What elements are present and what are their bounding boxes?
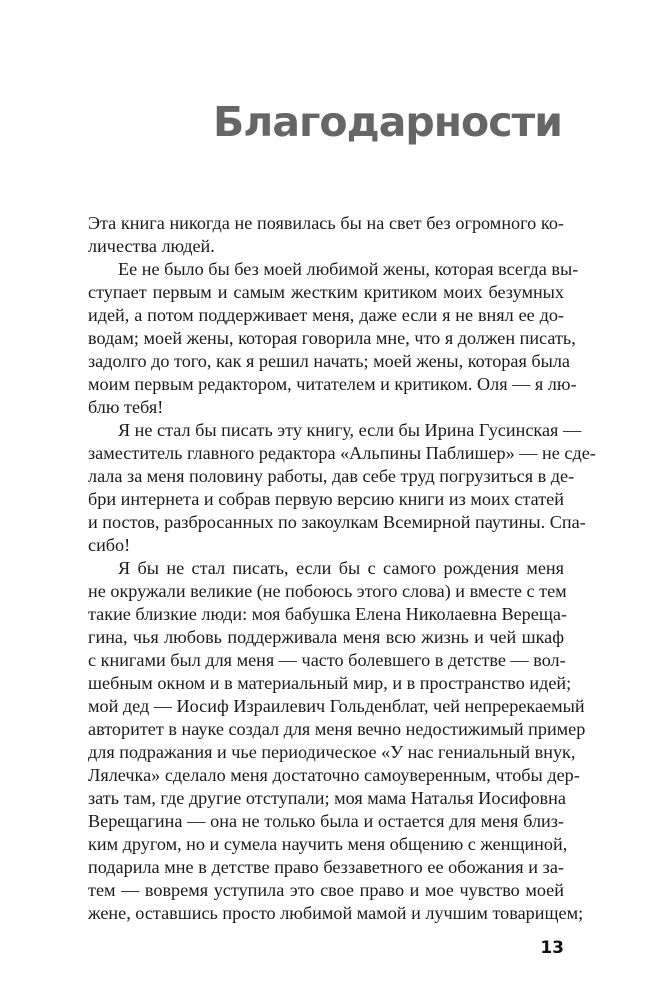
text-line: не окружали великие (не побоюсь этого слова) и вместе с тем <box>88 581 567 601</box>
text-line: зать там, где другие отступали; моя мама Наталья Иосифовна <box>88 788 566 808</box>
paragraph <box>88 258 579 419</box>
text-line: с книгами был для меня — часто болевшего в детстве — вол- <box>88 650 566 670</box>
text-line: жене, оставшись просто любимой мамой и лучшим товарищем; <box>88 903 584 923</box>
text-line: Эта книга никогда не появилась бы на свет без огромного ко- <box>88 213 564 233</box>
text-line: Ее не было бы без моей любимой жены, которая всегда вы- <box>118 259 579 279</box>
page-number: 13 <box>540 938 564 958</box>
text-line: мой дед — Иосиф Израилевич Гольденблат, чей непререкаемый <box>88 696 585 716</box>
text-line: водам; моей жены, которая говорила мне, что я должен писать, <box>88 328 576 348</box>
text-line: Я не стал бы писать эту книгу, если бы Ирина Гусинская — <box>118 420 582 440</box>
text-line: Верещагина — она не только была и остается для меня близ- <box>88 811 564 831</box>
text-line: моим первым редактором, читателем и критиком. Оля — я лю- <box>88 374 577 394</box>
text-line: подарила мне в детстве право беззаветного ее обожания и за- <box>88 857 564 877</box>
text-line: шебным окном и в материальный мир, и в пространство идей; <box>88 673 572 693</box>
text-line: Лялечка» сделало меня достаточно самоуверенным, чтобы дер- <box>88 765 580 785</box>
text-line: и постов, разбросанных по закоулкам Всемирной паутины. Спа- <box>88 512 586 532</box>
text-line: ступает первым и самым жестким критиком моих безумных <box>88 282 564 302</box>
text-line: лала за меня половину работы, дав себе труд погрузиться в де- <box>88 466 575 486</box>
acknowledgements-body <box>88 212 596 925</box>
text-line: личества людей. <box>88 236 215 256</box>
text-line: авторитет в науке создал для меня вечно недостижимый пример <box>88 719 586 739</box>
text-line: блю тебя! <box>88 397 164 417</box>
text-line: гина, чья любовь поддерживала меня всю жизнь и чей шкаф <box>88 627 564 647</box>
paragraph <box>88 212 564 258</box>
paragraph <box>88 557 586 925</box>
text-line: задолго до того, как я решил начать; моей жены, которая была <box>88 351 570 371</box>
paragraph <box>88 419 596 557</box>
text-line: для подражания и чье периодическое «У нас гениальный внук, <box>88 742 576 762</box>
text-line: ким другом, но и сумела научить меня общению с женщиной, <box>88 834 568 854</box>
text-line: тем — вовремя уступила это свое право и мое чувство моей <box>88 880 564 900</box>
text-line: такие близкие люди: моя бабушка Елена Николаевна Верещa- <box>88 604 567 624</box>
text-line: заместитель главного редактора «Альпины Паблишер» — не сде- <box>88 443 596 463</box>
page-title: Благодарности <box>213 98 562 146</box>
text-line: Я бы не стал писать, если бы с самого рождения меня <box>118 558 564 578</box>
text-line: бри интернета и собрав первую версию книги из моих статей <box>88 489 564 509</box>
text-line: сибо! <box>88 535 131 555</box>
text-line: идей, а потом поддерживает меня, даже если я не внял ее до- <box>88 305 564 325</box>
